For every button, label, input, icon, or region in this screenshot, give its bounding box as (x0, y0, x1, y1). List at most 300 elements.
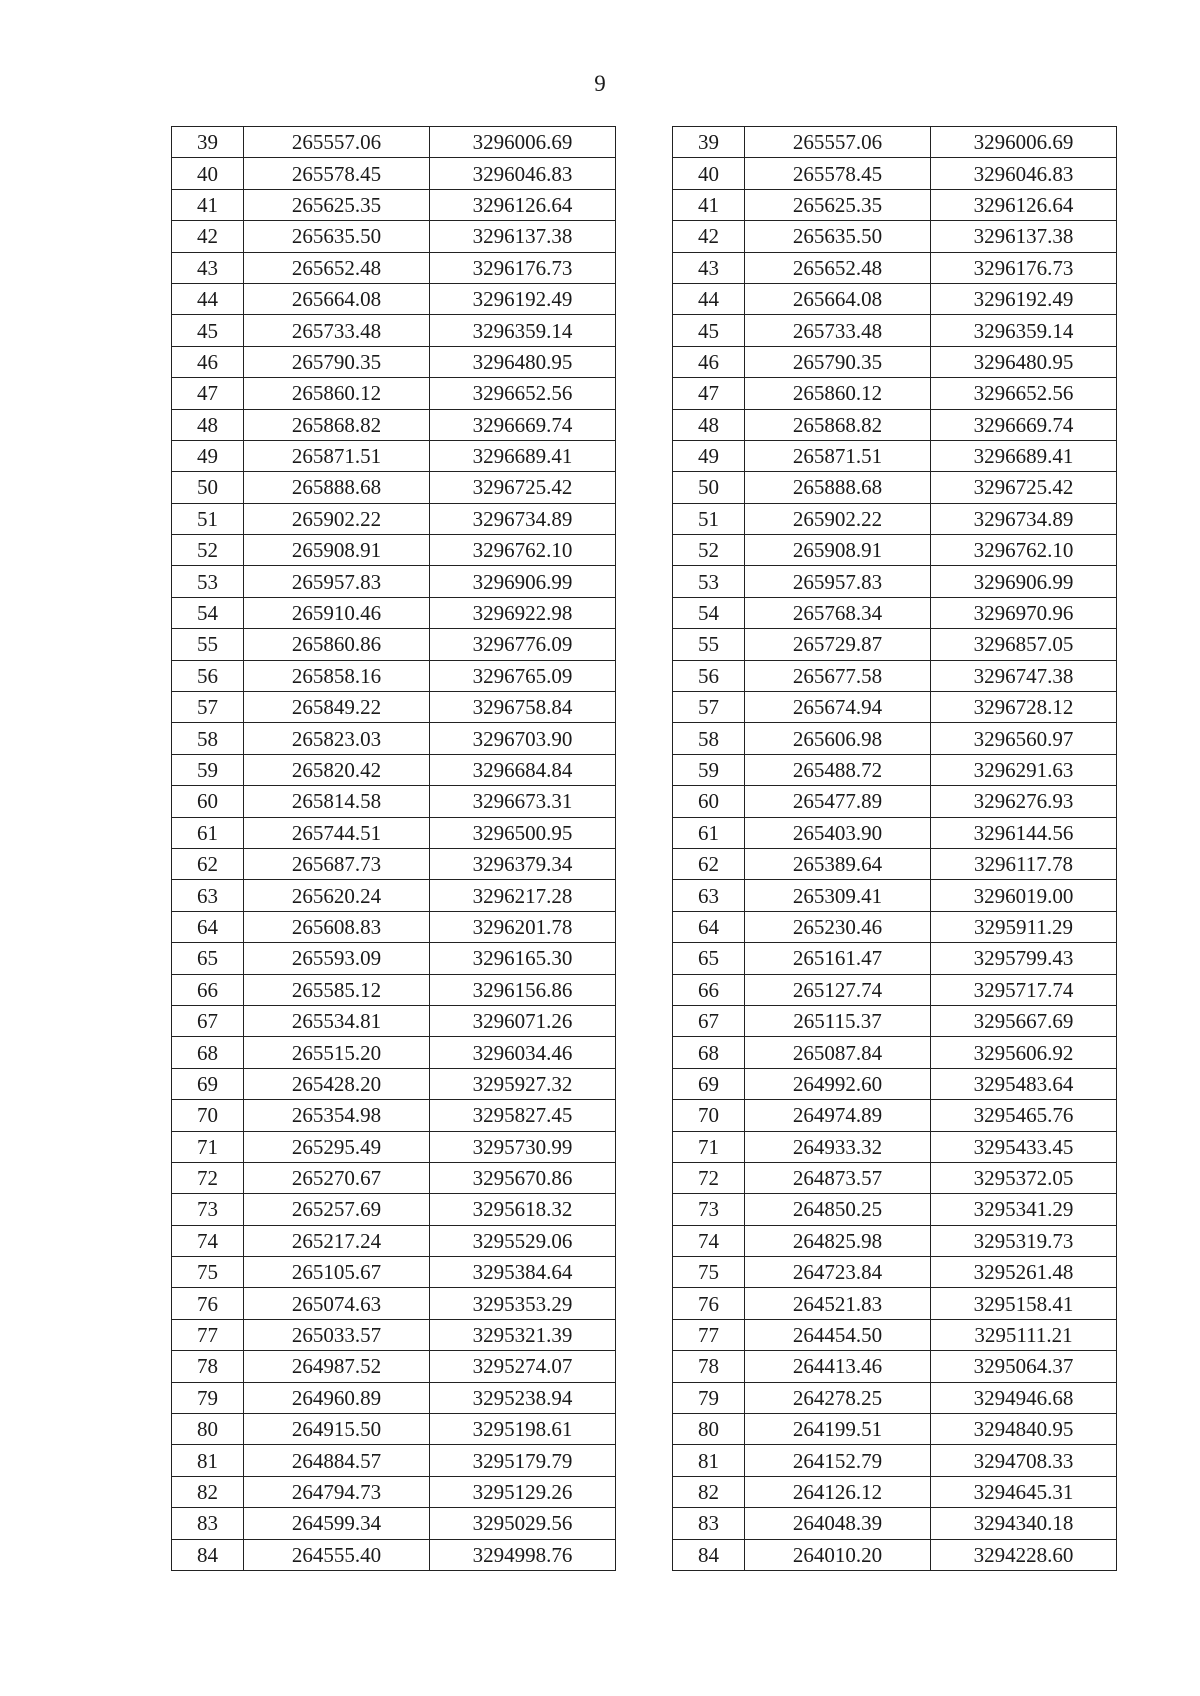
right-y-coordinate-cell: 3294840.95 (931, 1414, 1117, 1445)
left-point-number-cell: 61 (172, 817, 244, 848)
left-y-coordinate-cell: 3296765.09 (430, 660, 616, 691)
right-y-coordinate-cell: 3296906.99 (931, 566, 1117, 597)
left-y-coordinate-cell: 3296734.89 (430, 503, 616, 534)
right-point-number-cell: 82 (673, 1476, 745, 1507)
column-gap (616, 629, 673, 660)
right-x-coordinate-cell: 265389.64 (745, 848, 931, 879)
right-x-coordinate-cell: 265578.45 (745, 158, 931, 189)
right-x-coordinate-cell: 264010.20 (745, 1539, 931, 1570)
left-x-coordinate-cell: 265908.91 (244, 535, 430, 566)
right-point-number-cell: 55 (673, 629, 745, 660)
left-x-coordinate-cell: 264915.50 (244, 1414, 430, 1445)
left-y-coordinate-cell: 3295730.99 (430, 1131, 616, 1162)
right-y-coordinate-cell: 3294228.60 (931, 1539, 1117, 1570)
left-point-number-cell: 71 (172, 1131, 244, 1162)
column-gap (616, 943, 673, 974)
column-gap (616, 974, 673, 1005)
right-point-number-cell: 40 (673, 158, 745, 189)
right-y-coordinate-cell: 3296560.97 (931, 723, 1117, 754)
right-x-coordinate-cell: 264199.51 (745, 1414, 931, 1445)
table-row (172, 1162, 1117, 1193)
left-point-number-cell: 41 (172, 189, 244, 220)
left-point-number-cell: 50 (172, 472, 244, 503)
right-x-coordinate-cell: 264152.79 (745, 1445, 931, 1476)
table-row (172, 660, 1117, 691)
left-x-coordinate-cell: 265957.83 (244, 566, 430, 597)
right-y-coordinate-cell: 3294708.33 (931, 1445, 1117, 1476)
right-y-coordinate-cell: 3296046.83 (931, 158, 1117, 189)
left-y-coordinate-cell: 3294998.76 (430, 1539, 616, 1570)
left-y-coordinate-cell: 3295618.32 (430, 1194, 616, 1225)
right-y-coordinate-cell: 3295667.69 (931, 1005, 1117, 1036)
table-row (172, 535, 1117, 566)
left-point-number-cell: 70 (172, 1100, 244, 1131)
left-y-coordinate-cell: 3296480.95 (430, 346, 616, 377)
left-y-coordinate-cell: 3296652.56 (430, 378, 616, 409)
right-x-coordinate-cell: 264933.32 (745, 1131, 931, 1162)
right-point-number-cell: 41 (673, 189, 745, 220)
right-y-coordinate-cell: 3295911.29 (931, 911, 1117, 942)
column-gap (616, 1162, 673, 1193)
left-point-number-cell: 40 (172, 158, 244, 189)
left-y-coordinate-cell: 3295353.29 (430, 1288, 616, 1319)
right-y-coordinate-cell: 3295372.05 (931, 1162, 1117, 1193)
table-row (172, 1194, 1117, 1225)
left-y-coordinate-cell: 3295827.45 (430, 1100, 616, 1131)
right-x-coordinate-cell: 265635.50 (745, 221, 931, 252)
right-x-coordinate-cell: 265729.87 (745, 629, 931, 660)
right-x-coordinate-cell: 264825.98 (745, 1225, 931, 1256)
left-point-number-cell: 83 (172, 1508, 244, 1539)
table-row (172, 786, 1117, 817)
left-point-number-cell: 73 (172, 1194, 244, 1225)
right-y-coordinate-cell: 3296006.69 (931, 127, 1117, 158)
right-y-coordinate-cell: 3296689.41 (931, 440, 1117, 471)
right-point-number-cell: 71 (673, 1131, 745, 1162)
left-y-coordinate-cell: 3296192.49 (430, 283, 616, 314)
right-point-number-cell: 60 (673, 786, 745, 817)
column-gap (616, 911, 673, 942)
right-point-number-cell: 68 (673, 1037, 745, 1068)
table-row (172, 974, 1117, 1005)
left-y-coordinate-cell: 3296359.14 (430, 315, 616, 346)
right-x-coordinate-cell: 265309.41 (745, 880, 931, 911)
right-point-number-cell: 51 (673, 503, 745, 534)
right-y-coordinate-cell: 3296126.64 (931, 189, 1117, 220)
table-row (172, 817, 1117, 848)
coordinate-table (171, 126, 1117, 1571)
right-x-coordinate-cell: 265115.37 (745, 1005, 931, 1036)
right-x-coordinate-cell: 265790.35 (745, 346, 931, 377)
table-row (172, 378, 1117, 409)
left-y-coordinate-cell: 3296669.74 (430, 409, 616, 440)
table-row (172, 597, 1117, 628)
left-x-coordinate-cell: 265820.42 (244, 754, 430, 785)
left-point-number-cell: 67 (172, 1005, 244, 1036)
left-y-coordinate-cell: 3296762.10 (430, 535, 616, 566)
right-x-coordinate-cell: 265871.51 (745, 440, 931, 471)
left-y-coordinate-cell: 3296071.26 (430, 1005, 616, 1036)
right-x-coordinate-cell: 265652.48 (745, 252, 931, 283)
table-row (172, 1414, 1117, 1445)
column-gap (616, 754, 673, 785)
left-point-number-cell: 52 (172, 535, 244, 566)
right-y-coordinate-cell: 3295465.76 (931, 1100, 1117, 1131)
right-x-coordinate-cell: 264992.60 (745, 1068, 931, 1099)
column-gap (616, 315, 673, 346)
right-x-coordinate-cell: 265161.47 (745, 943, 931, 974)
right-point-number-cell: 70 (673, 1100, 745, 1131)
column-gap (616, 1225, 673, 1256)
left-x-coordinate-cell: 265858.16 (244, 660, 430, 691)
column-gap (616, 189, 673, 220)
left-point-number-cell: 53 (172, 566, 244, 597)
left-point-number-cell: 84 (172, 1539, 244, 1570)
right-x-coordinate-cell: 265860.12 (745, 378, 931, 409)
right-point-number-cell: 77 (673, 1319, 745, 1350)
table-row (172, 252, 1117, 283)
left-point-number-cell: 56 (172, 660, 244, 691)
right-point-number-cell: 48 (673, 409, 745, 440)
table-row (172, 283, 1117, 314)
right-y-coordinate-cell: 3296652.56 (931, 378, 1117, 409)
left-y-coordinate-cell: 3295529.06 (430, 1225, 616, 1256)
right-point-number-cell: 79 (673, 1382, 745, 1413)
left-x-coordinate-cell: 265733.48 (244, 315, 430, 346)
column-gap (616, 1539, 673, 1570)
right-point-number-cell: 54 (673, 597, 745, 628)
right-y-coordinate-cell: 3295799.43 (931, 943, 1117, 974)
table-row (172, 1351, 1117, 1382)
right-y-coordinate-cell: 3295319.73 (931, 1225, 1117, 1256)
right-y-coordinate-cell: 3295341.29 (931, 1194, 1117, 1225)
right-point-number-cell: 59 (673, 754, 745, 785)
left-y-coordinate-cell: 3296379.34 (430, 848, 616, 879)
column-gap (616, 535, 673, 566)
left-point-number-cell: 42 (172, 221, 244, 252)
table-row (172, 1068, 1117, 1099)
left-y-coordinate-cell: 3295927.32 (430, 1068, 616, 1099)
left-y-coordinate-cell: 3295670.86 (430, 1162, 616, 1193)
column-gap (616, 346, 673, 377)
right-x-coordinate-cell: 265606.98 (745, 723, 931, 754)
column-gap (616, 723, 673, 754)
right-x-coordinate-cell: 265625.35 (745, 189, 931, 220)
left-x-coordinate-cell: 265687.73 (244, 848, 430, 879)
right-point-number-cell: 45 (673, 315, 745, 346)
left-point-number-cell: 68 (172, 1037, 244, 1068)
table-row (172, 754, 1117, 785)
left-point-number-cell: 66 (172, 974, 244, 1005)
column-gap (616, 1068, 673, 1099)
right-x-coordinate-cell: 264850.25 (745, 1194, 931, 1225)
table-row (172, 346, 1117, 377)
column-gap (616, 1037, 673, 1068)
left-x-coordinate-cell: 265270.67 (244, 1162, 430, 1193)
table-row (172, 189, 1117, 220)
column-gap (616, 848, 673, 879)
right-y-coordinate-cell: 3294946.68 (931, 1382, 1117, 1413)
right-point-number-cell: 42 (673, 221, 745, 252)
column-gap (616, 472, 673, 503)
left-point-number-cell: 81 (172, 1445, 244, 1476)
right-x-coordinate-cell: 265664.08 (745, 283, 931, 314)
table-row (172, 566, 1117, 597)
page-number: 9 (594, 71, 606, 96)
left-x-coordinate-cell: 265620.24 (244, 880, 430, 911)
right-x-coordinate-cell: 265488.72 (745, 754, 931, 785)
right-x-coordinate-cell: 264723.84 (745, 1257, 931, 1288)
right-y-coordinate-cell: 3296117.78 (931, 848, 1117, 879)
column-gap (616, 1319, 673, 1350)
right-point-number-cell: 50 (673, 472, 745, 503)
right-point-number-cell: 81 (673, 1445, 745, 1476)
left-y-coordinate-cell: 3295198.61 (430, 1414, 616, 1445)
left-y-coordinate-cell: 3296006.69 (430, 127, 616, 158)
right-point-number-cell: 69 (673, 1068, 745, 1099)
column-gap (616, 566, 673, 597)
table-row (172, 1539, 1117, 1570)
left-point-number-cell: 47 (172, 378, 244, 409)
right-x-coordinate-cell: 265127.74 (745, 974, 931, 1005)
right-point-number-cell: 44 (673, 283, 745, 314)
right-point-number-cell: 66 (673, 974, 745, 1005)
column-gap (616, 378, 673, 409)
right-y-coordinate-cell: 3296857.05 (931, 629, 1117, 660)
left-point-number-cell: 51 (172, 503, 244, 534)
right-x-coordinate-cell: 265087.84 (745, 1037, 931, 1068)
right-y-coordinate-cell: 3296192.49 (931, 283, 1117, 314)
right-x-coordinate-cell: 264126.12 (745, 1476, 931, 1507)
table-row (172, 472, 1117, 503)
right-y-coordinate-cell: 3295483.64 (931, 1068, 1117, 1099)
right-x-coordinate-cell: 265733.48 (745, 315, 931, 346)
left-x-coordinate-cell: 265635.50 (244, 221, 430, 252)
left-x-coordinate-cell: 264960.89 (244, 1382, 430, 1413)
right-x-coordinate-cell: 265557.06 (745, 127, 931, 158)
left-x-coordinate-cell: 265849.22 (244, 692, 430, 723)
left-x-coordinate-cell: 265902.22 (244, 503, 430, 534)
left-point-number-cell: 46 (172, 346, 244, 377)
left-x-coordinate-cell: 265814.58 (244, 786, 430, 817)
right-point-number-cell: 47 (673, 378, 745, 409)
left-point-number-cell: 79 (172, 1382, 244, 1413)
right-y-coordinate-cell: 3296276.93 (931, 786, 1117, 817)
right-x-coordinate-cell: 265403.90 (745, 817, 931, 848)
left-y-coordinate-cell: 3296137.38 (430, 221, 616, 252)
column-gap (616, 1476, 673, 1507)
left-y-coordinate-cell: 3296673.31 (430, 786, 616, 817)
left-point-number-cell: 58 (172, 723, 244, 754)
right-x-coordinate-cell: 265677.58 (745, 660, 931, 691)
left-point-number-cell: 77 (172, 1319, 244, 1350)
left-y-coordinate-cell: 3296176.73 (430, 252, 616, 283)
table-row (172, 629, 1117, 660)
right-point-number-cell: 78 (673, 1351, 745, 1382)
right-y-coordinate-cell: 3296019.00 (931, 880, 1117, 911)
column-gap (616, 283, 673, 314)
left-point-number-cell: 72 (172, 1162, 244, 1193)
right-y-coordinate-cell: 3295111.21 (931, 1319, 1117, 1350)
right-point-number-cell: 46 (673, 346, 745, 377)
right-x-coordinate-cell: 264454.50 (745, 1319, 931, 1350)
table-row (172, 1100, 1117, 1131)
left-y-coordinate-cell: 3296922.98 (430, 597, 616, 628)
column-gap (616, 880, 673, 911)
left-y-coordinate-cell: 3296725.42 (430, 472, 616, 503)
left-y-coordinate-cell: 3296684.84 (430, 754, 616, 785)
table-row (172, 1005, 1117, 1036)
table-row (172, 1445, 1117, 1476)
right-y-coordinate-cell: 3295261.48 (931, 1257, 1117, 1288)
right-y-coordinate-cell: 3296747.38 (931, 660, 1117, 691)
left-x-coordinate-cell: 265823.03 (244, 723, 430, 754)
table-row (172, 943, 1117, 974)
left-y-coordinate-cell: 3295321.39 (430, 1319, 616, 1350)
right-x-coordinate-cell: 264278.25 (745, 1382, 931, 1413)
left-x-coordinate-cell: 265652.48 (244, 252, 430, 283)
left-point-number-cell: 62 (172, 848, 244, 879)
column-gap (616, 127, 673, 158)
left-x-coordinate-cell: 265625.35 (244, 189, 430, 220)
table-row (172, 1131, 1117, 1162)
left-point-number-cell: 39 (172, 127, 244, 158)
left-y-coordinate-cell: 3296906.99 (430, 566, 616, 597)
left-point-number-cell: 44 (172, 283, 244, 314)
left-x-coordinate-cell: 265354.98 (244, 1100, 430, 1131)
right-y-coordinate-cell: 3295433.45 (931, 1131, 1117, 1162)
right-y-coordinate-cell: 3296669.74 (931, 409, 1117, 440)
right-x-coordinate-cell: 265888.68 (745, 472, 931, 503)
right-y-coordinate-cell: 3294645.31 (931, 1476, 1117, 1507)
right-point-number-cell: 74 (673, 1225, 745, 1256)
right-point-number-cell: 43 (673, 252, 745, 283)
left-y-coordinate-cell: 3296156.86 (430, 974, 616, 1005)
right-point-number-cell: 62 (673, 848, 745, 879)
right-x-coordinate-cell: 264521.83 (745, 1288, 931, 1319)
column-gap (616, 1351, 673, 1382)
column-gap (616, 1100, 673, 1131)
left-point-number-cell: 45 (172, 315, 244, 346)
column-gap (616, 1131, 673, 1162)
table-row (172, 1225, 1117, 1256)
left-point-number-cell: 63 (172, 880, 244, 911)
right-point-number-cell: 64 (673, 911, 745, 942)
left-x-coordinate-cell: 265557.06 (244, 127, 430, 158)
table-row (172, 692, 1117, 723)
right-y-coordinate-cell: 3296480.95 (931, 346, 1117, 377)
left-x-coordinate-cell: 265585.12 (244, 974, 430, 1005)
column-gap (616, 252, 673, 283)
left-x-coordinate-cell: 265910.46 (244, 597, 430, 628)
right-point-number-cell: 83 (673, 1508, 745, 1539)
table-row (172, 1037, 1117, 1068)
left-point-number-cell: 57 (172, 692, 244, 723)
left-y-coordinate-cell: 3296126.64 (430, 189, 616, 220)
right-point-number-cell: 67 (673, 1005, 745, 1036)
left-point-number-cell: 80 (172, 1414, 244, 1445)
right-y-coordinate-cell: 3296137.38 (931, 221, 1117, 252)
column-gap (616, 1508, 673, 1539)
table-row (172, 1288, 1117, 1319)
right-y-coordinate-cell: 3295064.37 (931, 1351, 1117, 1382)
left-point-number-cell: 65 (172, 943, 244, 974)
right-point-number-cell: 84 (673, 1539, 745, 1570)
column-gap (616, 597, 673, 628)
table-row (172, 1319, 1117, 1350)
right-point-number-cell: 75 (673, 1257, 745, 1288)
right-x-coordinate-cell: 265674.94 (745, 692, 931, 723)
right-point-number-cell: 52 (673, 535, 745, 566)
table-row (172, 440, 1117, 471)
column-gap (616, 158, 673, 189)
right-y-coordinate-cell: 3296734.89 (931, 503, 1117, 534)
left-y-coordinate-cell: 3296201.78 (430, 911, 616, 942)
column-gap (616, 1288, 673, 1319)
table-row (172, 848, 1117, 879)
left-y-coordinate-cell: 3295274.07 (430, 1351, 616, 1382)
left-y-coordinate-cell: 3296703.90 (430, 723, 616, 754)
right-x-coordinate-cell: 264413.46 (745, 1351, 931, 1382)
right-y-coordinate-cell: 3296144.56 (931, 817, 1117, 848)
left-x-coordinate-cell: 264794.73 (244, 1476, 430, 1507)
left-x-coordinate-cell: 265888.68 (244, 472, 430, 503)
column-gap (616, 692, 673, 723)
table-row (172, 1257, 1117, 1288)
right-y-coordinate-cell: 3296176.73 (931, 252, 1117, 283)
left-point-number-cell: 59 (172, 754, 244, 785)
left-x-coordinate-cell: 264987.52 (244, 1351, 430, 1382)
table-row (172, 503, 1117, 534)
left-y-coordinate-cell: 3296500.95 (430, 817, 616, 848)
left-x-coordinate-cell: 265868.82 (244, 409, 430, 440)
coordinate-table-body (172, 127, 1117, 1571)
left-y-coordinate-cell: 3295179.79 (430, 1445, 616, 1476)
left-x-coordinate-cell: 265871.51 (244, 440, 430, 471)
right-x-coordinate-cell: 264873.57 (745, 1162, 931, 1193)
left-x-coordinate-cell: 265074.63 (244, 1288, 430, 1319)
right-point-number-cell: 61 (673, 817, 745, 848)
right-point-number-cell: 39 (673, 127, 745, 158)
column-gap (616, 817, 673, 848)
left-x-coordinate-cell: 265217.24 (244, 1225, 430, 1256)
table-row (172, 158, 1117, 189)
right-y-coordinate-cell: 3295606.92 (931, 1037, 1117, 1068)
right-y-coordinate-cell: 3296728.12 (931, 692, 1117, 723)
left-x-coordinate-cell: 265790.35 (244, 346, 430, 377)
left-x-coordinate-cell: 264884.57 (244, 1445, 430, 1476)
column-gap (616, 440, 673, 471)
table-row (172, 880, 1117, 911)
left-y-coordinate-cell: 3295129.26 (430, 1476, 616, 1507)
right-x-coordinate-cell: 265902.22 (745, 503, 931, 534)
right-x-coordinate-cell: 264974.89 (745, 1100, 931, 1131)
right-x-coordinate-cell: 265230.46 (745, 911, 931, 942)
column-gap (616, 1257, 673, 1288)
left-y-coordinate-cell: 3296776.09 (430, 629, 616, 660)
right-point-number-cell: 53 (673, 566, 745, 597)
left-x-coordinate-cell: 265257.69 (244, 1194, 430, 1225)
right-y-coordinate-cell: 3296359.14 (931, 315, 1117, 346)
left-x-coordinate-cell: 265428.20 (244, 1068, 430, 1099)
right-y-coordinate-cell: 3295717.74 (931, 974, 1117, 1005)
left-x-coordinate-cell: 265860.86 (244, 629, 430, 660)
left-point-number-cell: 82 (172, 1476, 244, 1507)
table-row (172, 1508, 1117, 1539)
right-point-number-cell: 76 (673, 1288, 745, 1319)
table-row (172, 1476, 1117, 1507)
column-gap (616, 1382, 673, 1413)
